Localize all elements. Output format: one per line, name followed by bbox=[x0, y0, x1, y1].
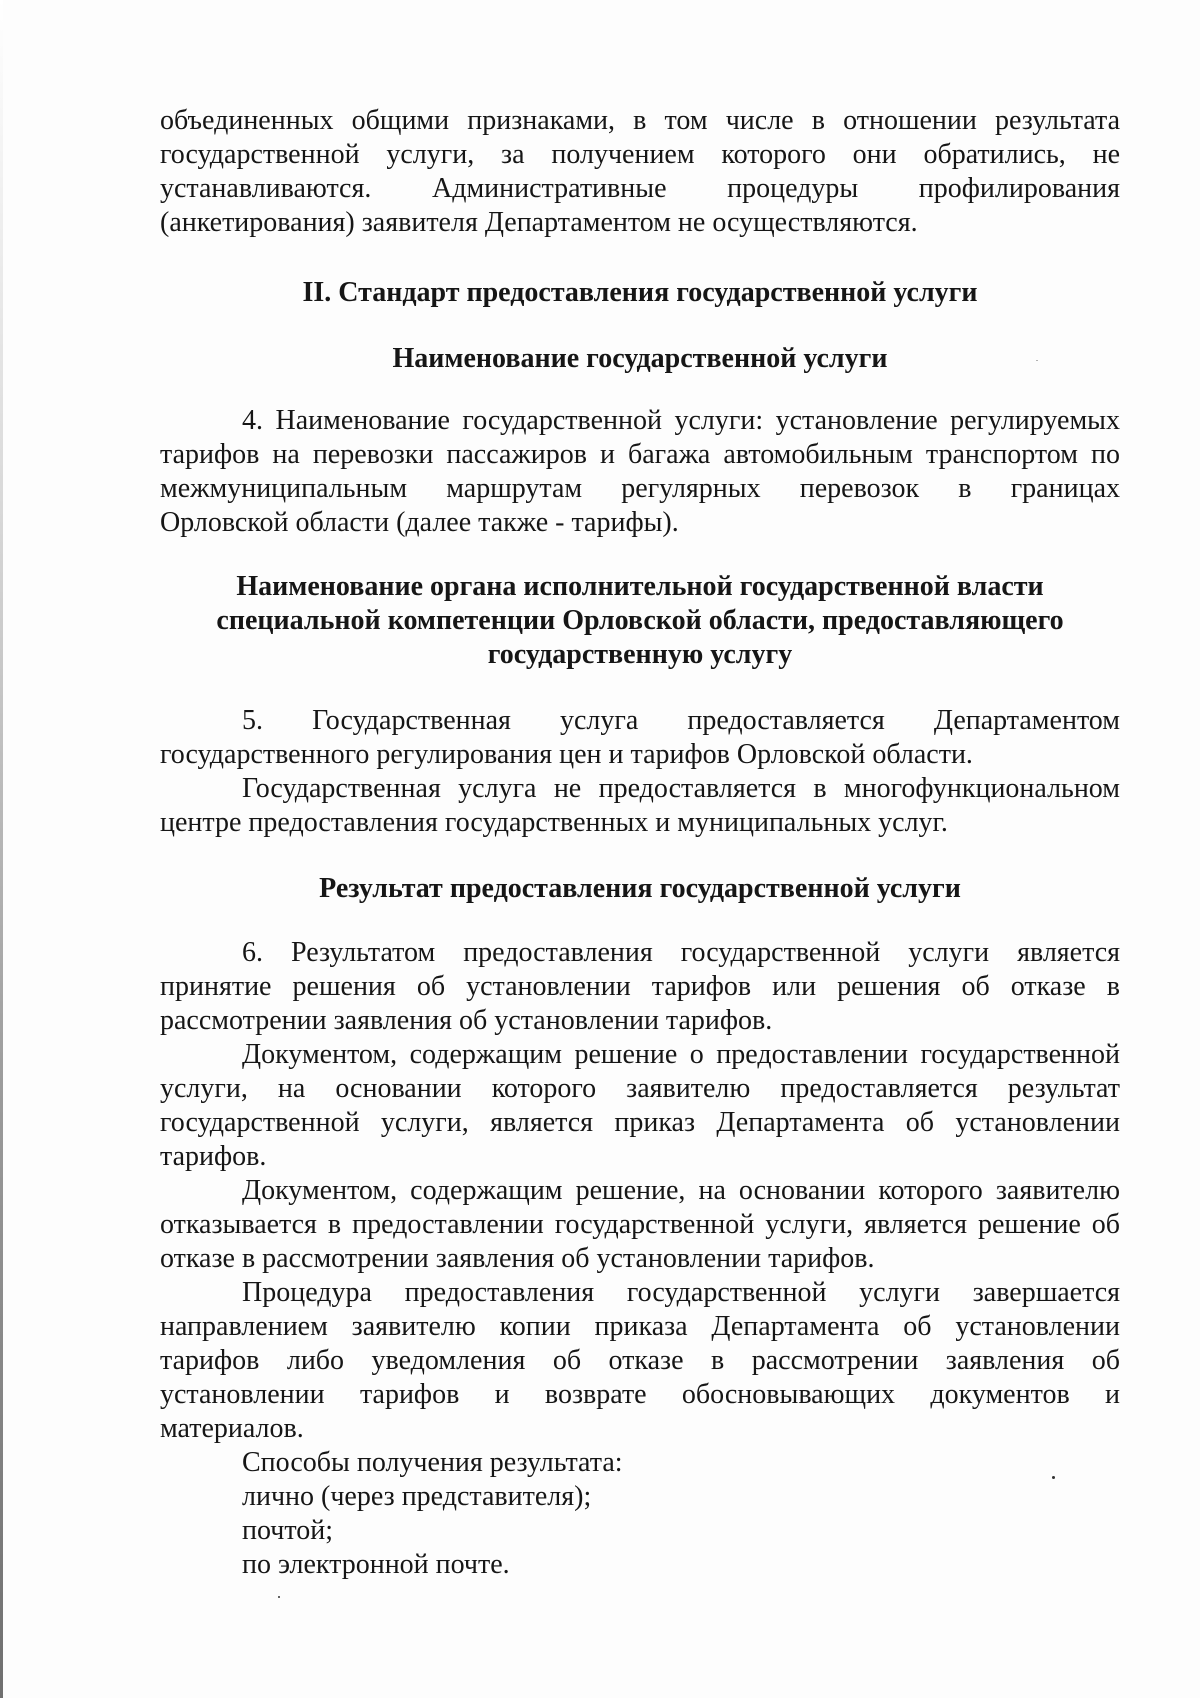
item-6-procedure-paragraph bbox=[160, 1276, 1120, 1446]
text-line: центре предоставления государственных и муниципальных услуг. bbox=[160, 807, 948, 838]
heading-line: государственную услугу bbox=[487, 639, 793, 670]
text-line: Государственная услуга не предоставляется в многофункциональном bbox=[242, 773, 1120, 804]
text-line: межмуниципальным маршрутам регулярных перевозок в границах bbox=[160, 473, 1120, 504]
text-line: Документом, содержащим решение, на основании которого заявителю bbox=[242, 1175, 1120, 1206]
intro-paragraph bbox=[160, 104, 1120, 240]
text-line: 4. Наименование государственной услуги: установление регулируемых bbox=[242, 405, 1120, 436]
text-line: принятие решения об установлении тарифов или решения об отказе в bbox=[160, 971, 1120, 1002]
heading-result: Результат предоставления государственной услуги bbox=[319, 873, 961, 904]
text-line: Процедура предоставления государственной услуги завершается bbox=[242, 1277, 1120, 1308]
item-5-paragraph bbox=[160, 704, 1120, 772]
heading-line: специальной компетенции Орловской области, предоставляющего bbox=[216, 605, 1064, 636]
text-line: (анкетирования) заявителя Департаментом не осуществляются. bbox=[160, 207, 918, 238]
list-item: почтой; bbox=[242, 1515, 333, 1546]
text-line: направлением заявителю копии приказа Департамента об установлении bbox=[160, 1311, 1120, 1342]
scan-speck bbox=[278, 1596, 280, 1598]
scan-edge-shadow bbox=[0, 0, 3, 1698]
list-item: по электронной почте. bbox=[242, 1549, 510, 1580]
text-line: тарифов. bbox=[160, 1141, 267, 1172]
result-methods bbox=[242, 1446, 1042, 1582]
item-5-note bbox=[160, 772, 1120, 840]
item-6-document-paragraph bbox=[160, 1038, 1120, 1174]
text-line: установлении тарифов и возврате обосновывающих документов и bbox=[160, 1379, 1120, 1410]
text-line: государственного регулирования цен и тарифов Орловской области. bbox=[160, 739, 973, 770]
text-line: Орловской области (далее также - тарифы). bbox=[160, 507, 679, 538]
item-6-paragraph bbox=[160, 936, 1120, 1038]
section-title: II. Стандарт предоставления государственной услуги bbox=[302, 277, 978, 308]
text-line: отказывается в предоставлении государственной услуги, является решение об bbox=[160, 1209, 1120, 1240]
scan-speck bbox=[1052, 1476, 1055, 1479]
text-line: материалов. bbox=[160, 1413, 304, 1444]
text-line: тарифов на перевозки пассажиров и багажа автомобильным транспортом по bbox=[160, 439, 1120, 470]
heading-authority bbox=[160, 570, 1120, 672]
text-line: государственной услуги, является приказ Департамента об установлении bbox=[160, 1107, 1120, 1138]
text-line: 5. Государственная услуга предоставляется Департаментом bbox=[242, 705, 1120, 736]
heading-service-name: Наименование государственной услуги bbox=[392, 343, 888, 374]
text-line: рассмотрении заявления об установлении тарифов. bbox=[160, 1005, 773, 1036]
list-item: лично (через представителя); bbox=[242, 1481, 592, 1512]
text-line: отказе в рассмотрении заявления об установлении тарифов. bbox=[160, 1243, 875, 1274]
methods-title: Способы получения результата: bbox=[242, 1447, 623, 1478]
text-line: объединенных общими признаками, в том числе в отношении результата bbox=[160, 105, 1120, 136]
text-line: устанавливаются. Административные процедуры профилирования bbox=[160, 173, 1120, 204]
text-line: государственной услуги, за получением которого они обратились, не bbox=[160, 139, 1120, 170]
text-line: тарифов либо уведомления об отказе в рассмотрении заявления об bbox=[160, 1345, 1120, 1376]
text-line: 6. Результатом предоставления государственной услуги является bbox=[242, 937, 1120, 968]
heading-line: Наименование органа исполнительной государственной власти bbox=[236, 571, 1044, 602]
item-6-refusal-paragraph bbox=[160, 1174, 1120, 1276]
item-4-paragraph bbox=[160, 404, 1120, 540]
text-line: услуги, на основании которого заявителю предоставляется результат bbox=[160, 1073, 1120, 1104]
text-line: Документом, содержащим решение о предоставлении государственной bbox=[242, 1039, 1120, 1070]
scan-speck bbox=[1036, 360, 1038, 361]
